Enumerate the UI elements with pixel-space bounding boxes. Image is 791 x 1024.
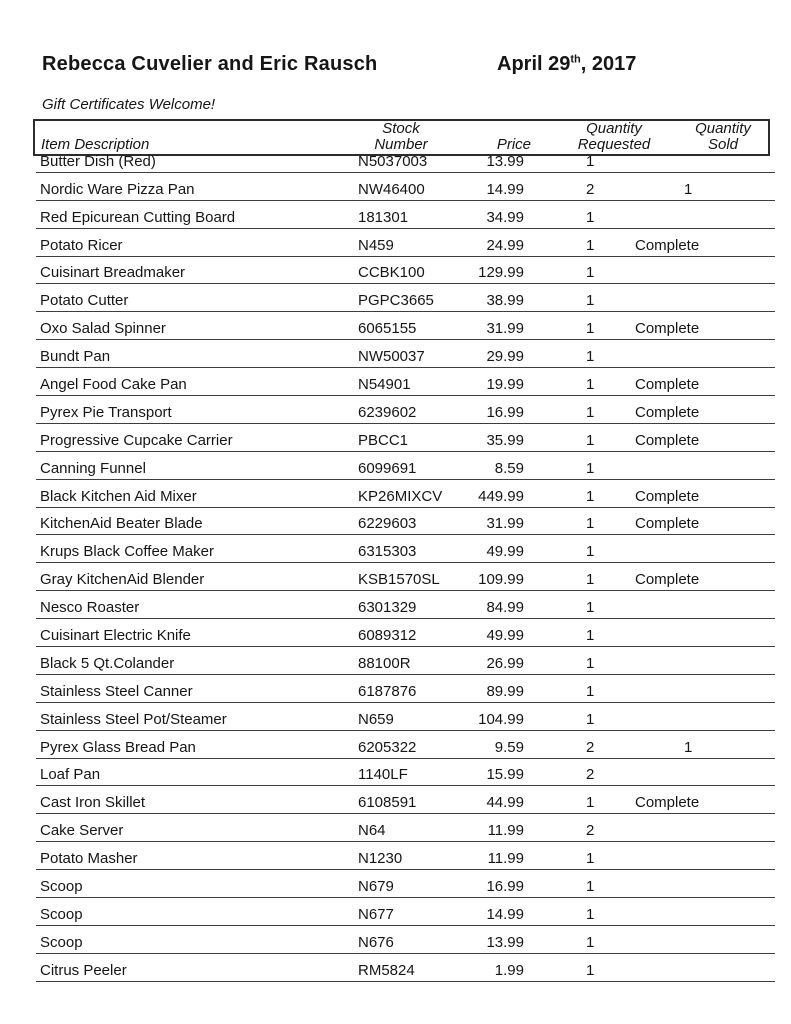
event-date	[497, 53, 636, 76]
cell-price: 19.99	[486, 376, 524, 394]
table-row	[36, 926, 775, 954]
table-row	[36, 731, 775, 759]
cell-item: Black Kitchen Aid Mixer	[40, 487, 197, 505]
cell-sold: Complete	[635, 320, 700, 338]
table-row	[36, 814, 775, 842]
table-row	[36, 173, 775, 201]
cell-sold: 1	[684, 180, 693, 198]
column-header-item-description: Item Description	[41, 136, 150, 153]
cell-sold: Complete	[635, 431, 700, 449]
cell-price: 31.99	[486, 515, 524, 533]
column-header-sold-line2: Sold	[707, 136, 739, 153]
cell-requested: 1	[586, 543, 595, 561]
column-header-requested-line1: Quantity	[586, 120, 642, 137]
table-row	[36, 340, 775, 368]
table-row	[36, 368, 775, 396]
cell-price: 89.99	[486, 682, 524, 700]
cell-item: Oxo Salad Spinner	[40, 320, 166, 338]
cell-requested: 2	[586, 822, 595, 840]
cell-item: Progressive Cupcake Carrier	[40, 431, 233, 449]
cell-item: KitchenAid Beater Blade	[40, 515, 203, 533]
cell-item: Krups Black Coffee Maker	[40, 543, 214, 561]
cell-stock: CCBK100	[358, 264, 425, 282]
cell-price: 109.99	[478, 571, 524, 589]
cell-item: Cuisinart Breadmaker	[40, 264, 186, 282]
cell-item: Cake Server	[40, 822, 124, 840]
cell-price: 11.99	[487, 850, 524, 868]
cell-requested: 1	[586, 264, 595, 282]
cell-sold: Complete	[635, 376, 700, 394]
gift-certificates-note: Gift Certificates Welcome!	[42, 96, 216, 113]
cell-requested: 2	[586, 766, 595, 784]
table-row	[36, 312, 775, 340]
cell-stock: N659	[358, 710, 394, 728]
cell-price: 11.99	[487, 822, 524, 840]
cell-requested: 1	[586, 292, 595, 310]
table-row	[36, 619, 775, 647]
cell-sold: Complete	[635, 794, 700, 812]
cell-item: Butter Dish (Red)	[40, 152, 156, 170]
table-row	[36, 591, 775, 619]
cell-requested: 1	[586, 878, 595, 896]
cell-sold: Complete	[635, 403, 700, 421]
cell-price: 1.99	[494, 961, 524, 979]
table-row	[36, 396, 775, 424]
cell-requested: 1	[586, 627, 595, 645]
cell-requested: 1	[586, 376, 595, 394]
cell-price: 35.99	[486, 431, 524, 449]
cell-price: 15.99	[486, 766, 524, 784]
cell-item: Black 5 Qt.Colander	[40, 654, 175, 672]
cell-item: Stainless Steel Pot/Steamer	[40, 710, 227, 728]
cell-requested: 1	[586, 571, 595, 589]
table-row	[36, 452, 775, 480]
table-row	[36, 424, 775, 452]
cell-stock: NW46400	[358, 180, 425, 198]
table-row	[36, 647, 775, 675]
cell-price: 129.99	[478, 264, 524, 282]
cell-stock: 1140LF	[358, 766, 408, 784]
cell-price: 49.99	[486, 543, 524, 561]
cell-item: Pyrex Pie Transport	[40, 403, 172, 421]
cell-item: Bundt Pan	[40, 348, 111, 366]
cell-requested: 1	[586, 431, 595, 449]
cell-requested: 1	[586, 515, 595, 533]
cell-sold: Complete	[635, 487, 700, 505]
column-header-sold-line1: Quantity	[695, 120, 751, 137]
cell-requested: 2	[586, 180, 595, 198]
cell-requested: 1	[586, 961, 595, 979]
cell-price: 449.99	[478, 487, 524, 505]
cell-stock: N64	[358, 822, 386, 840]
cell-stock: N54901	[358, 376, 411, 394]
cell-item: Stainless Steel Canner	[40, 682, 193, 700]
cell-stock: N459	[358, 236, 394, 254]
cell-price: 14.99	[486, 905, 524, 923]
cell-stock: KP26MIXCV	[358, 487, 443, 505]
table-row	[36, 759, 775, 787]
cell-sold: 1	[684, 738, 693, 756]
table-row	[36, 870, 775, 898]
cell-stock: N677	[358, 905, 394, 923]
cell-stock: N676	[358, 933, 394, 951]
cell-stock: 6229603	[358, 515, 417, 533]
table-row	[36, 535, 775, 563]
cell-requested: 1	[586, 933, 595, 951]
cell-price: 31.99	[486, 320, 524, 338]
table-row	[36, 703, 775, 731]
cell-price: 44.99	[486, 794, 524, 812]
cell-stock: NW50037	[358, 348, 425, 366]
cell-requested: 1	[586, 682, 595, 700]
cell-price: 104.99	[478, 710, 524, 728]
cell-stock: 6315303	[358, 543, 417, 561]
table-row	[36, 786, 775, 814]
table-row	[36, 201, 775, 229]
cell-item: Nordic Ware Pizza Pan	[40, 180, 195, 198]
cell-item: Potato Ricer	[40, 236, 123, 254]
cell-requested: 1	[586, 152, 595, 170]
cell-stock: 6205322	[358, 738, 417, 756]
cell-stock: 6065155	[358, 320, 417, 338]
cell-stock: 6108591	[358, 794, 417, 812]
cell-price: 38.99	[486, 292, 524, 310]
cell-sold: Complete	[635, 571, 700, 589]
cell-item: Cast Iron Skillet	[40, 794, 146, 812]
cell-stock: 6301329	[358, 599, 417, 617]
cell-sold: Complete	[635, 515, 700, 533]
cell-item: Red Epicurean Cutting Board	[40, 208, 236, 226]
cell-requested: 1	[586, 348, 595, 366]
cell-price: 16.99	[486, 878, 524, 896]
cell-price: 34.99	[486, 208, 524, 226]
cell-item: Loaf Pan	[40, 766, 101, 784]
cell-item: Scoop	[40, 905, 83, 923]
table-row	[36, 842, 775, 870]
cell-requested: 1	[586, 403, 595, 421]
event-date-day: April 29	[497, 53, 571, 75]
cell-price: 29.99	[486, 348, 524, 366]
cell-requested: 1	[586, 487, 595, 505]
cell-stock: 6099691	[358, 459, 417, 477]
cell-stock: PBCC1	[358, 431, 409, 449]
table-body	[36, 145, 775, 982]
table-row	[36, 675, 775, 703]
cell-stock: N5037003	[358, 152, 428, 170]
cell-price: 26.99	[486, 654, 524, 672]
cell-item: Potato Masher	[40, 850, 138, 868]
column-header-price: Price	[496, 136, 531, 153]
cell-requested: 1	[586, 208, 595, 226]
cell-price: 49.99	[486, 627, 524, 645]
column-header-stock-line2: Number	[374, 136, 428, 153]
cell-price: 13.99	[486, 152, 524, 170]
table-row	[36, 257, 775, 285]
cell-requested: 1	[586, 236, 595, 254]
cell-price: 13.99	[486, 933, 524, 951]
table-row	[36, 145, 775, 173]
cell-item: Scoop	[40, 933, 83, 951]
cell-item: Pyrex Glass Bread Pan	[40, 738, 196, 756]
cell-stock: 6089312	[358, 627, 417, 645]
cell-requested: 1	[586, 794, 595, 812]
cell-requested: 1	[586, 710, 595, 728]
column-header-requested-line2: Requested	[577, 136, 651, 153]
cell-requested: 1	[586, 459, 595, 477]
table-row	[36, 954, 775, 982]
cell-requested: 1	[586, 850, 595, 868]
table-row	[36, 284, 775, 312]
cell-stock: KSB1570SL	[358, 571, 440, 589]
cell-requested: 1	[586, 905, 595, 923]
cell-item: Gray KitchenAid Blender	[40, 571, 205, 589]
cell-price: 14.99	[486, 180, 524, 198]
cell-stock: 6239602	[358, 403, 417, 421]
table-row	[36, 898, 775, 926]
cell-item: Scoop	[40, 878, 83, 896]
cell-stock: N679	[358, 878, 394, 896]
cell-item: Cuisinart Electric Knife	[40, 627, 191, 645]
cell-requested: 2	[586, 738, 595, 756]
cell-stock: 6187876	[358, 682, 417, 700]
column-header-stock-line1: Stock	[382, 120, 420, 137]
cell-requested: 1	[586, 654, 595, 672]
cell-item: Canning Funnel	[40, 459, 146, 477]
cell-stock: PGPC3665	[358, 292, 434, 310]
page-title: Rebecca Cuvelier and Eric Rausch	[42, 53, 378, 75]
table-row	[36, 480, 775, 508]
event-date-ordinal: th	[570, 53, 581, 66]
cell-stock: RM5824	[358, 961, 415, 979]
cell-item: Citrus Peeler	[40, 961, 127, 979]
cell-item: Nesco Roaster	[40, 599, 140, 617]
cell-stock: 181301	[358, 208, 409, 226]
cell-stock: N1230	[358, 850, 403, 868]
cell-stock: 88100R	[358, 654, 411, 672]
table-row	[36, 229, 775, 257]
cell-price: 8.59	[494, 459, 524, 477]
cell-price: 16.99	[486, 403, 524, 421]
table-row	[36, 563, 775, 591]
cell-item: Angel Food Cake Pan	[40, 376, 187, 394]
cell-price: 9.59	[494, 738, 524, 756]
table-row	[36, 508, 775, 536]
cell-sold: Complete	[635, 236, 700, 254]
cell-price: 84.99	[486, 599, 524, 617]
cell-item: Potato Cutter	[40, 292, 129, 310]
event-date-year: , 2017	[580, 53, 637, 75]
cell-requested: 1	[586, 599, 595, 617]
cell-price: 24.99	[486, 236, 524, 254]
cell-requested: 1	[586, 320, 595, 338]
